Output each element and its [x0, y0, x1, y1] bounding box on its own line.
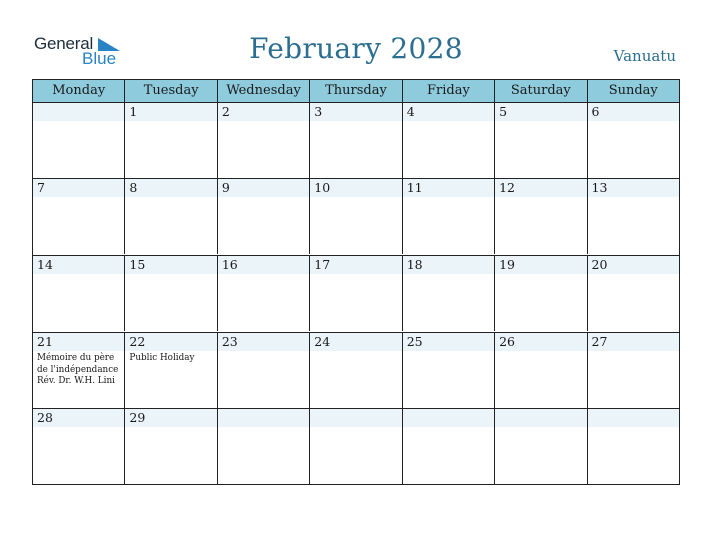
- day-cell-band: [403, 103, 494, 121]
- logo-blue-text: Blue: [82, 49, 117, 68]
- calendar-grid: [32, 79, 680, 485]
- day-cell: [495, 103, 587, 178]
- day-cell: [495, 179, 587, 254]
- weekday-friday: Friday: [403, 80, 495, 102]
- day-cell: [310, 179, 402, 254]
- calendar-week-row: [33, 332, 679, 408]
- day-number: 26: [499, 334, 516, 349]
- day-cell: [33, 179, 125, 254]
- day-number: 6: [591, 104, 600, 119]
- logo-general-text: General: [34, 34, 94, 53]
- calendar-week-row: [33, 255, 679, 331]
- day-cell: [403, 333, 495, 408]
- day-cell: [588, 333, 679, 408]
- day-number: 3: [314, 104, 323, 119]
- weekday-wednesday: Wednesday: [218, 80, 310, 102]
- day-cell: [125, 179, 217, 254]
- weekday-monday: Monday: [33, 80, 125, 102]
- day-number: 1: [129, 104, 138, 119]
- day-cell-band: [33, 179, 124, 197]
- day-cell: [310, 256, 402, 331]
- day-number: 13: [591, 180, 608, 195]
- day-number: 5: [499, 104, 508, 119]
- day-cell: [310, 103, 402, 178]
- day-cell-band: [218, 409, 309, 427]
- day-number: 20: [591, 257, 608, 272]
- day-number: 16: [221, 257, 238, 272]
- day-cell: [33, 333, 125, 408]
- day-number: 7: [37, 180, 45, 195]
- day-cell-band: [125, 179, 216, 197]
- day-number: 25: [406, 334, 423, 349]
- day-number: 15: [129, 257, 146, 272]
- day-cell: [218, 103, 310, 178]
- day-cell: [33, 103, 125, 178]
- day-number: 28: [37, 410, 53, 425]
- day-cell: [125, 256, 217, 331]
- day-cell-band: [218, 103, 309, 121]
- day-number: 12: [499, 180, 516, 195]
- day-cell: [495, 333, 587, 408]
- day-cell-band: [403, 409, 494, 427]
- day-number: 23: [221, 334, 238, 349]
- day-number: 9: [221, 180, 230, 195]
- day-number: 8: [129, 180, 138, 195]
- day-cell: [218, 333, 310, 408]
- day-cell: [403, 103, 495, 178]
- day-number: 27: [591, 334, 608, 349]
- weekday-sunday: Sunday: [608, 83, 658, 98]
- day-cell: [33, 409, 125, 484]
- day-number: 19: [499, 257, 516, 272]
- day-cell: [588, 256, 679, 331]
- day-cell: [310, 333, 402, 408]
- day-number: 18: [406, 257, 423, 272]
- day-cell: [403, 409, 495, 484]
- day-cell: [588, 409, 679, 484]
- day-cell: [218, 179, 310, 254]
- page-title: February 2028: [249, 32, 463, 65]
- holiday-label: Public Holiday: [129, 353, 195, 363]
- day-number: 21: [37, 334, 53, 349]
- day-cell-band: [218, 179, 309, 197]
- day-cell: [403, 256, 495, 331]
- day-number: 2: [221, 104, 230, 119]
- day-cell-band: [33, 103, 124, 121]
- day-number: 22: [129, 334, 146, 349]
- day-cell-band: [310, 103, 401, 121]
- calendar-week-row: [33, 102, 679, 178]
- day-cell-band: [588, 103, 679, 121]
- calendar-week-row: [33, 178, 679, 254]
- day-cell: [125, 409, 217, 484]
- day-cell-band: [310, 409, 401, 427]
- day-number: 10: [314, 180, 331, 195]
- weekday-saturday: Saturday: [495, 80, 587, 102]
- day-cell: [403, 179, 495, 254]
- day-cell-band: [495, 409, 586, 427]
- holiday-label: Mémoire du père de l'indépendance Rév. Dr. W.H. Lini: [37, 353, 119, 386]
- day-cell: [125, 333, 217, 408]
- day-cell: [218, 409, 310, 484]
- weekday-tuesday: Tuesday: [125, 80, 217, 102]
- weekday-header-row: [33, 80, 679, 102]
- day-cell: [588, 103, 679, 178]
- day-cell: [588, 179, 679, 254]
- day-cell: [310, 409, 402, 484]
- day-number: 14: [37, 257, 53, 272]
- day-cell: [125, 103, 217, 178]
- day-number: 11: [406, 180, 423, 195]
- day-cell: [495, 256, 587, 331]
- day-cell-band: [495, 103, 586, 121]
- day-cell-band: [588, 409, 679, 427]
- day-number: 29: [129, 410, 146, 425]
- calendar-week-row: [33, 408, 679, 484]
- day-number: 17: [314, 257, 331, 272]
- country-label: Vanuatu: [613, 47, 676, 65]
- weekday-thursday: Thursday: [310, 80, 402, 102]
- day-number: 24: [314, 334, 331, 349]
- day-cell: [33, 256, 125, 331]
- day-cell-band: [125, 103, 216, 121]
- day-cell: [218, 256, 310, 331]
- day-number: 4: [406, 104, 415, 119]
- day-cell: [495, 409, 587, 484]
